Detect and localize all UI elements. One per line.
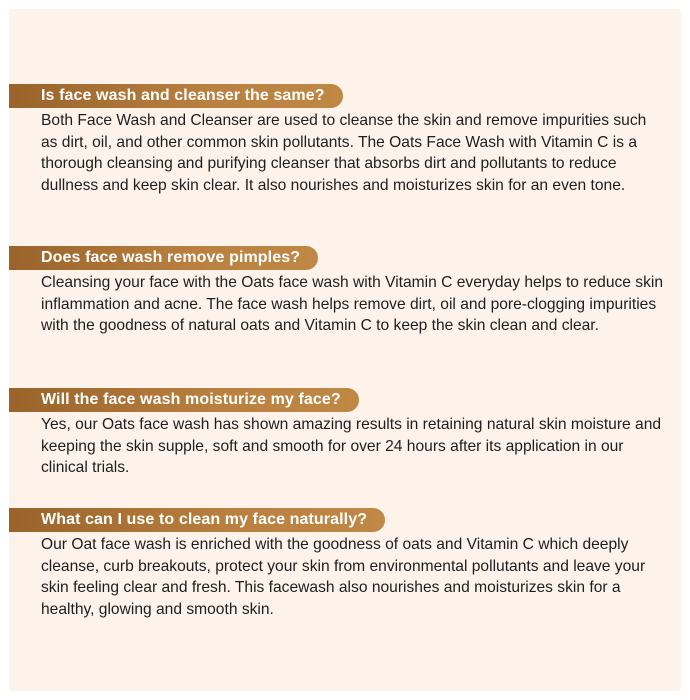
faq-card [9, 9, 681, 691]
faq-question: What can I use to clean my face naturally? [9, 508, 385, 532]
faq-question: Is face wash and cleanser the same? [9, 84, 343, 108]
faq-item [9, 84, 681, 196]
faq-answer: Both Face Wash and Cleanser are used to cleanse the skin and remove impurities such as dirt, oil, and other common skin pollutants. The Oats Face Wash with Vitamin C is a thorough cleansing and purifying cleanser that absorbs dirt and pollutants to reduce dullness and keep skin clear. It also nourishes and moisturizes skin for an even tone. [41, 112, 647, 194]
faq-item [9, 388, 681, 479]
faq-item [9, 508, 681, 620]
faq-answer: Our Oat face wash is enriched with the goodness of oats and Vitamin C which deeply cleanse, curb breakouts, protect your skin from environmental pollutants and leave your skin feeling clear and fresh. This facewash also nourishes and moisturizes skin for a healthy, glowing and smooth skin. [41, 536, 646, 618]
faq-question: Does face wash remove pimples? [9, 246, 318, 270]
faq-answer: Cleansing your face with the Oats face wash with Vitamin C everyday helps to reduce skin inflammation and acne. The face wash helps remove dirt, oil and pore-clogging impurities with the goodness of natural oats and Vitamin C to keep the skin clean and clear. [41, 274, 664, 334]
faq-item [9, 246, 681, 337]
faq-question: Will the face wash moisturize my face? [9, 388, 359, 412]
faq-answer: Yes, our Oats face wash has shown amazing results in retaining natural skin moisture and keeping the skin supple, soft and smooth for over 24 hours after its application in our clinical trials. [41, 416, 662, 476]
